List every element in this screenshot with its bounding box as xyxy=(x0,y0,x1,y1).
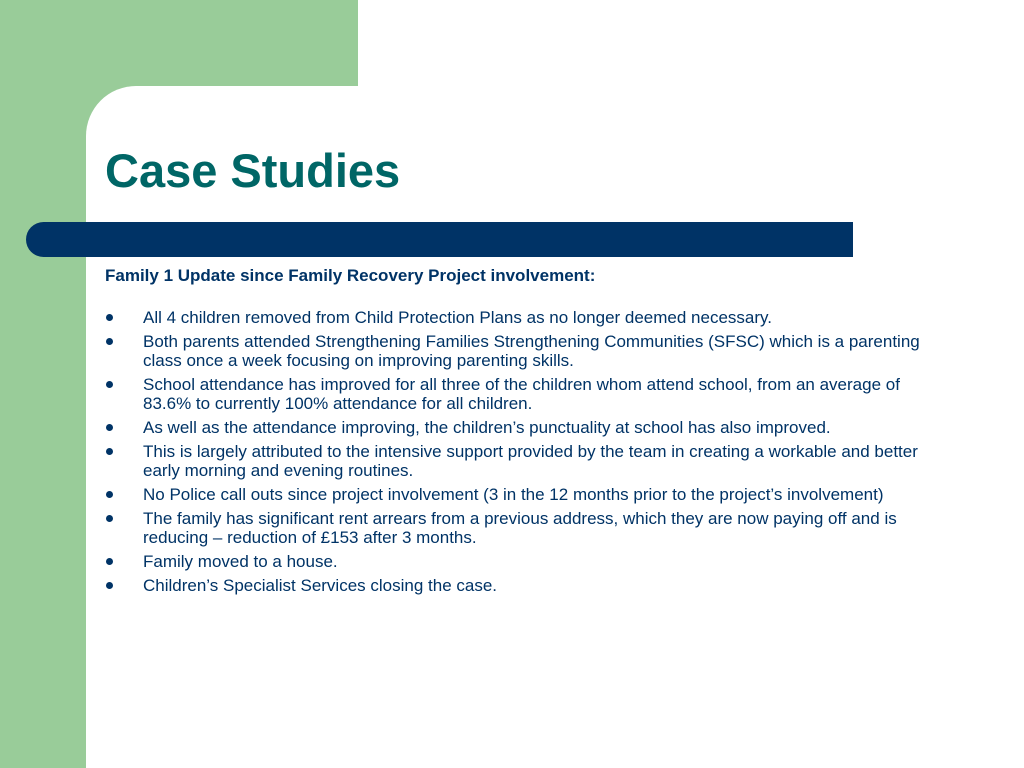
bullet-dot-icon xyxy=(106,582,113,589)
bullet-item xyxy=(105,485,950,504)
title-divider-bar xyxy=(26,222,853,257)
slide-title: Case Studies xyxy=(105,144,401,197)
bullet-item xyxy=(105,552,950,571)
bullet-text: Family moved to a house. xyxy=(143,552,338,571)
bullet-dot-icon xyxy=(106,314,113,321)
bullet-text: No Police call outs since project involvement (3 in the 12 months prior to the project’s involvement) xyxy=(143,485,884,504)
bullet-dot-icon xyxy=(106,448,113,455)
bullet-item xyxy=(105,576,950,595)
bullet-dot-icon xyxy=(106,491,113,498)
bullet-dot-icon xyxy=(106,424,113,431)
bullet-dot-icon xyxy=(106,515,113,522)
bullet-text: School attendance has improved for all three of the children whom attend school, from an average of 83.6% to currently 100% attendance for all children. xyxy=(143,375,900,413)
bullet-list xyxy=(105,308,950,595)
bullet-item xyxy=(105,418,950,437)
bullet-item xyxy=(105,375,950,413)
bullet-dot-icon xyxy=(106,381,113,388)
bullet-text: This is largely attributed to the intensive support provided by the team in creating a workable and better early morning and evening routines. xyxy=(143,442,918,480)
bullet-dot-icon xyxy=(106,558,113,565)
bullet-text: Children’s Specialist Services closing the case. xyxy=(143,576,498,595)
bullet-item xyxy=(105,332,950,370)
bullet-dot-icon xyxy=(106,338,113,345)
bullet-text: As well as the attendance improving, the children’s punctuality at school has also improved. xyxy=(143,418,831,437)
bullet-item xyxy=(105,308,950,327)
bullet-text: The family has significant rent arrears from a previous address, which they are now paying off and is reducing – reduction of £153 after 3 months. xyxy=(143,509,897,547)
subheading: Family 1 Update since Family Recovery Project involvement: xyxy=(105,266,596,285)
bullet-item xyxy=(105,442,950,480)
bullet-item xyxy=(105,509,950,547)
bullet-text: Both parents attended Strengthening Families Strengthening Communities (SFSC) which is a parenting class once a week focusing on improving parenting skills. xyxy=(143,332,920,370)
slide-body xyxy=(105,266,950,600)
bullet-text: All 4 children removed from Child Protection Plans as no longer deemed necessary. xyxy=(143,308,772,327)
